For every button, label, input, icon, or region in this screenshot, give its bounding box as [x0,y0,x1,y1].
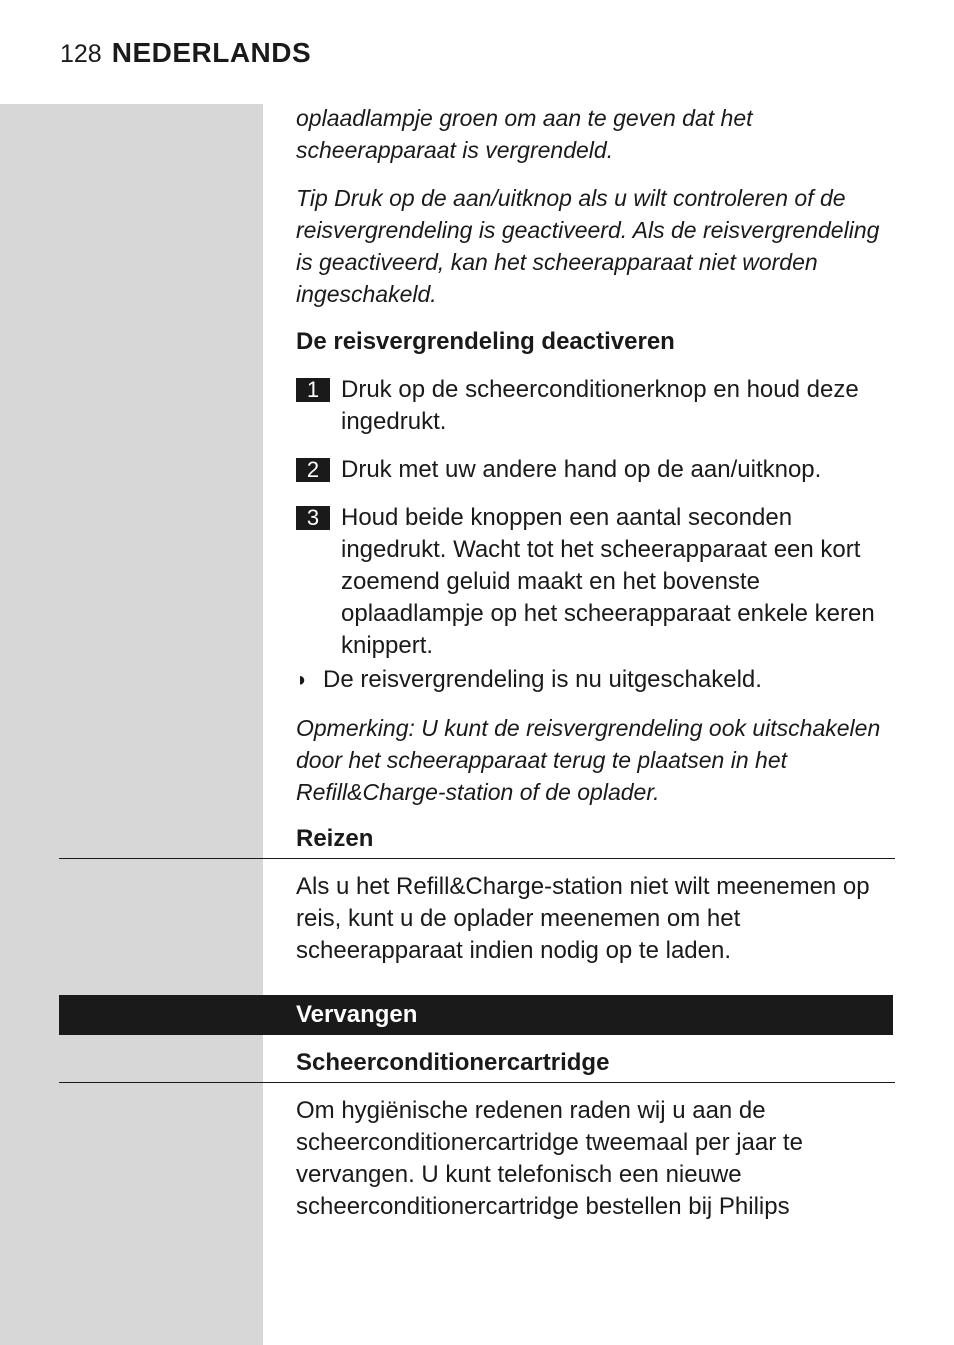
travel-heading: Reizen [296,825,374,852]
cartridge-heading: Scheerconditionercartridge [296,1049,610,1076]
tip-paragraph: Tip Druk op de aan/uitknop als u wilt controleren of de reisvergrendeling is geactiveerd. Als de reisvergrendeling is geactiveerd, kan het scheerapparaat niet worden ingeschakeld. [296,185,880,307]
step-2 [296,454,896,486]
step-1 [296,374,896,438]
page-header [60,36,311,71]
step-number-badge: 2 [296,458,330,482]
step-text: Druk met uw andere hand op de aan/uitknop. [341,456,822,483]
result-text: De reisvergrendeling is nu uitgeschakeld. [323,666,762,693]
deactivate-heading: De reisvergrendeling deactiveren [296,328,675,355]
intro-note: oplaadlampje groen om aan te geven dat het scheerapparaat is vergrendeld. [296,105,753,163]
step-text: Druk op de scheerconditionerknop en houd deze ingedrukt. [341,376,859,435]
replace-section-bar [59,995,893,1035]
page-language-title: NEDERLANDS [111,37,312,68]
step-3 [296,502,896,662]
result-item [296,664,896,696]
step-number-badge: 3 [296,506,330,530]
travel-divider [59,858,895,859]
remark-paragraph: Opmerking: U kunt de reisvergrendeling ook uitschakelen door het scheerapparaat terug te plaatsen in het Refill&Charge-station of de oplader. [296,715,881,805]
step-number-badge: 1 [296,378,330,402]
result-bullet-icon: ◗ [296,669,309,691]
cartridge-divider [59,1082,895,1083]
cartridge-paragraph: Om hygiënische redenen raden wij u aan de scheerconditionercartridge tweemaal per jaar te vervangen. U kunt telefonisch een nieuwe scheerconditionercartridge bestellen bij Philips [296,1097,803,1220]
page-sidebar [0,104,263,1345]
replace-section-title: Vervangen [296,1001,418,1028]
page-number: 128 [60,40,102,68]
step-text: Houd beide knoppen een aantal seconden ingedrukt. Wacht tot het scheerapparaat een kort zoemend geluid maakt en het bovenste oplaadlampje op het scheerapparaat enkele keren knippert. [341,504,875,659]
travel-paragraph: Als u het Refill&Charge-station niet wilt meenemen op reis, kunt u de oplader meenemen om het scheerapparaat indien nodig op te laden. [296,873,870,964]
